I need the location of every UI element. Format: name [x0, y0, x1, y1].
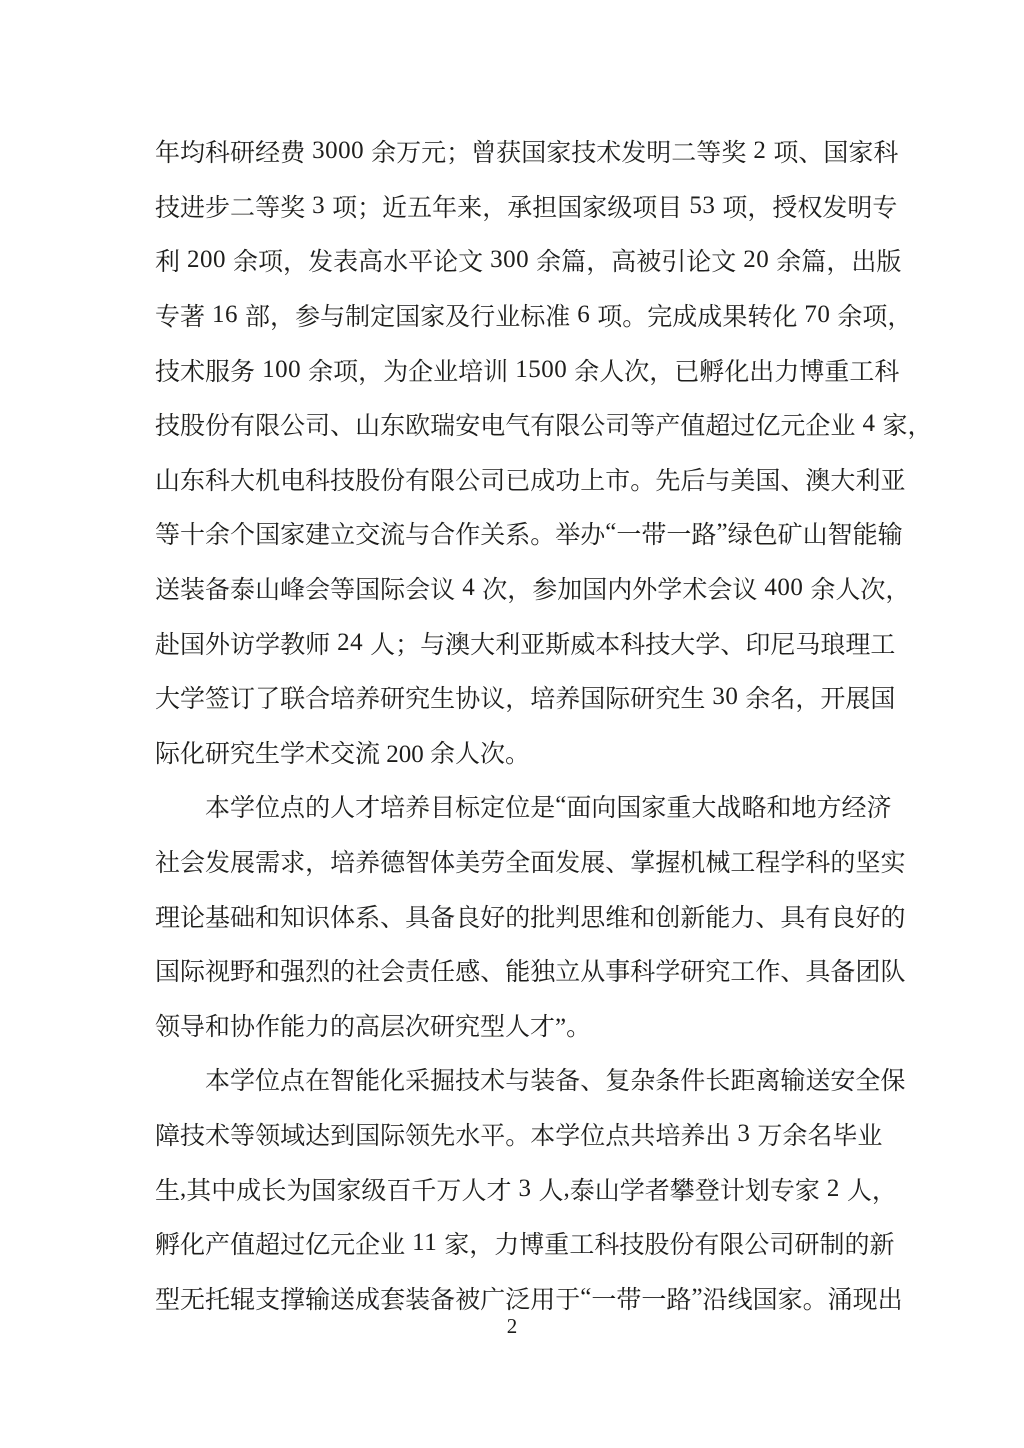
text-line: 利 200 余 项 ， 发 表 高 水 平 论 文 300 余 篇 ， 高 被 引 论 文 20 余 篇 ， 出 版 [155, 246, 902, 277]
text-line: 技 进 步 二 等 奖 3 项 ； 近 五 年 来 ， 承 担 国 家 级 项 目 53 项 ， 授 权 发 明 专 [155, 191, 898, 222]
text-line: 赴 国 外 访 学 教 师 24 人 ； 与 澳 大 利 亚 斯 威 本 科 技 大 学 、 印 尼 马 琅 理 工 [155, 628, 896, 659]
text-line: 送 装 备 泰 山 峰 会 等 国 际 会 议 4 次 ， 参 加 国 内 外 学 术 会 议 400 余 人 次 ， [155, 574, 911, 605]
page-number: 2 [506, 1314, 518, 1338]
text-content [155, 124, 933, 1325]
text-line: 年 均 科 研 经 费 3000 余 万 元 ； 曾 获 国 家 技 术 发 明 二 等 奖 2 项 、 国 家 科 [155, 137, 899, 168]
text-line: 理 论 基 础 和 知 识 体 系 、 具 备 良 好 的 批 判 思 维 和 创 新 能 力 、 具 有 良 好 的 [155, 904, 906, 932]
text-line: 领导和协作能力的高层次研究型人才”。 [155, 1013, 592, 1041]
paragraph [155, 124, 933, 779]
text-line: 山 东 科 大 机 电 科 技 股 份 有 限 公 司 已 成 功 上 市 。 先 后 与 美 国 、 澳 大 利 亚 [155, 467, 906, 495]
text-line: 大 学 签 订 了 联 合 培 养 研 究 生 协 议 ， 培 养 国 际 研 究 生 30 余 名 ， 开 展 国 [155, 683, 896, 714]
text-line: 社 会 发 展 需 求 ， 培 养 德 智 体 美 劳 全 面 发 展 、 掌 握 机 械 工 程 学 科 的 坚 实 [155, 850, 906, 878]
text-line: 孵 化 产 值 超 过 亿 元 企 业 11 家 ， 力 博 重 工 科 技 股 份 有 限 公 司 研 制 的 新 [155, 1229, 895, 1260]
text-line: 本 学 位 点 的 人 才 培 养 目 标 定 位 是 “ 面 向 国 家 重 大 战 略 和 地 方 经 济 [205, 792, 892, 823]
text-line: 专 著 16 部 ， 参 与 制 定 国 家 及 行 业 标 准 6 项 。 完 成 成 果 转 化 70 余 项 ， [155, 301, 913, 332]
text-line: 等 十 余 个 国 家 建 立 交 流 与 合 作 关 系 。 举 办 “ 一 带 一 路 ” 绿 色 矿 山 智 能 输 [155, 519, 903, 550]
text-line: 障 技 术 等 领 域 达 到 国 际 领 先 水 平 。 本 学 位 点 共 培 养 出 3 万 余 名 毕 业 [155, 1119, 883, 1150]
text-line: 生 , 其 中 成 长 为 国 家 级 百 千 万 人 才 3 人 , 泰 山 学 者 攀 登 计 划 专 家 2 人 ， [155, 1174, 897, 1205]
text-line: 型 无 托 辊 支 撑 输 送 成 套 装 备 被 广 泛 用 于 “ 一 带 一 路 ” 沿 线 国 家 。 涌 现 出 [155, 1283, 903, 1314]
text-line: 技 术 服 务 100 余 项 ， 为 企 业 培 训 1500 余 人 次 ， 已 孵 化 出 力 博 重 工 科 [155, 355, 900, 386]
text-line: 技 股 份 有 限 公 司 、 山 东 欧 瑞 安 电 气 有 限 公 司 等 产 值 超 过 亿 元 企 业 4 家 ， [155, 410, 933, 441]
text-line: 本 学 位 点 在 智 能 化 采 掘 技 术 与 装 备 、 复 杂 条 件 长 距 离 输 送 安 全 保 [205, 1068, 906, 1096]
paragraph [155, 1052, 906, 1325]
paragraph [155, 779, 906, 1052]
text-line: 国 际 视 野 和 强 烈 的 社 会 责 任 感 、 能 独 立 从 事 科 学 研 究 工 作 、 具 备 团 队 [155, 959, 906, 987]
text-line: 际化研究生学术交流 200 余人次。 [155, 740, 531, 768]
